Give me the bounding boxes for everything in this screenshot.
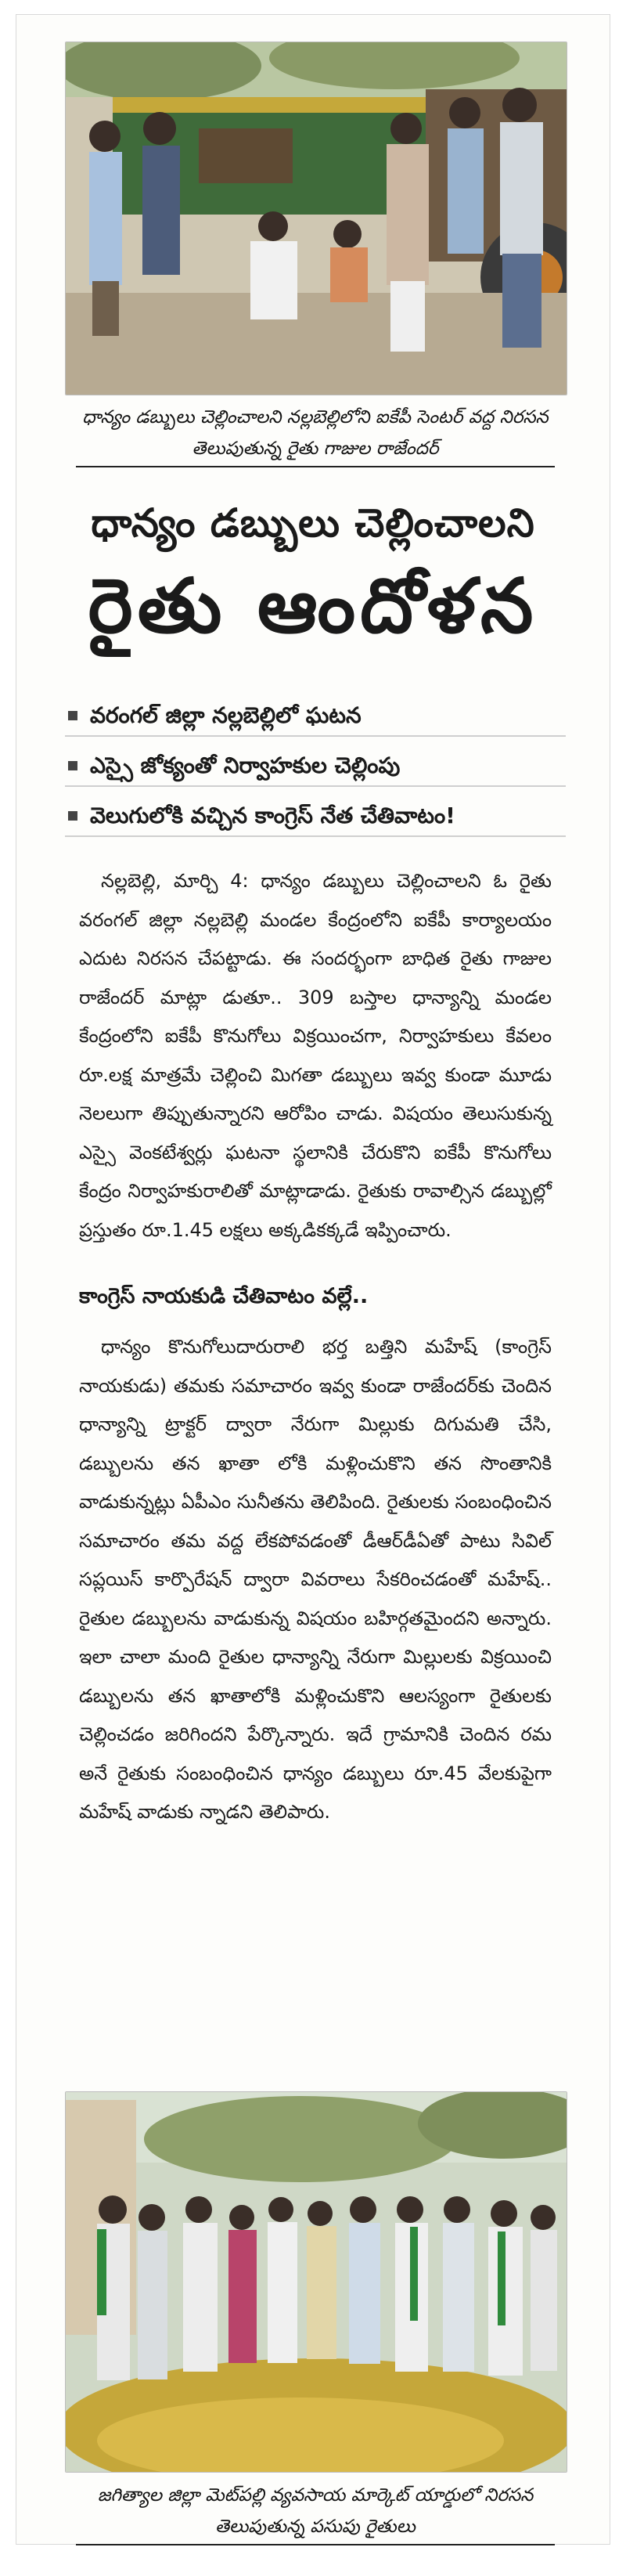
article-paragraph: ధాన్యం కొనుగోలుదారురాలి భర్త బత్తిని మహేష్ (కాంగ్రెస్ నాయకుడు) తమకు సమాచారం ఇవ్వ కుండా రాజేందర్‌కు చెందిన ధాన్యాన్ని ట్రాక్టర్ ద్వారా నేరుగా మిల్లుకు దిగుమతి చేసి, డబ్బులను తన ఖాతా లోకి మళ్లించుకొని తన సొంతానికి వాడుకున్నట్లు ఏపీఎం సునీతను తెలిపింది. రైతులకు సంబంధించిన సమాచారం తమ వద్ద లేకపోవడంతో డీఆర్‌డీఏతో పాటు సివిల్ సప్లయిస్ కార్పొరేషన్ ద్వారా వివరాలు సేకరించడంతో మహేష్.. రైతుల డబ్బులను వాడుకున్న విషయం బహిర్గతమైందని అన్నారు. ఇలా చాలా మంది రైతుల ధాన్యాన్ని నేరుగా మిల్లులకు విక్రయించి డబ్బులను తన ఖాతాలోకి మళ్లించుకొని ఆలస్యంగా రైతులకు చెల్లించడం జరిగిందని పేర్కొన్నారు. ఇదే గ్రామానికి చెందిన రమ అనే రైతుకు సంబంధించిన ధాన్యం డబ్బులు రూ.45 వేలకుపైగా మహేష్ వాడుకు న్నాడని తెలిపారు. (79, 1336, 552, 1823)
bullet-item (65, 698, 566, 737)
newspaper-clipping (16, 14, 610, 2545)
article-paragraph: నల్లబెల్లి, మార్చి 4: ధాన్యం డబ్బులు చెల్లించాలని ఓ రైతు వరంగల్ జిల్లా నల్లబెల్లి మండల కేంద్రంలోని ఐకేపీ కార్యాలయం ఎదుట నిరసన చేపట్టాడు. ఈ సందర్భంగా బాధిత రైతు గాజుల రాజేందర్ మాట్లా డుతూ.. 309 బస్తాల ధాన్యాన్ని మండల కేంద్రంలోని ఐకేపీ కొనుగోలు విక్రయించగా, నిర్వాహకులు కేవలం రూ.లక్ష మాత్రమే చెల్లించి మిగతా డబ్బులు ఇవ్వ కుండా మూడు నెలలుగా తిప్పుతున్నారని ఆరోపిం చాడు. విషయం తెలుసుకున్న ఎస్సై వెంకటేశ్వర్లు ఘటనా స్థలానికి చేరుకొని ఐకేపీ కొనుగోలు కేంద్రం నిర్వాహకురాలితో మాట్లాడాడు. రైతుకు రావాల్సిన డబ్బుల్లో ప్రస్తుతం రూ.1.45 లక్షలు అక్కడికక్కడే ఇప్పించారు. (79, 870, 552, 1241)
headline-kicker: ధాన్యం డబ్బులు చెల్లించాలని (91, 500, 535, 546)
bottom-photo-caption: జగిత్యాల జిల్లా మెట్‌పల్లి వ్యవసాయ మార్కెట్ యార్డులో నిరసన తెలుపుతున్న పసుపు రైతులు (63, 2480, 567, 2545)
farmers-protest-photo (66, 42, 567, 395)
bullet-square-icon (68, 711, 77, 720)
turmeric-farmers-photo (66, 2092, 567, 2472)
bullet-square-icon (68, 761, 77, 770)
bullet-item (65, 798, 566, 837)
bullet-square-icon (68, 811, 77, 821)
highlight-bullets (65, 698, 566, 848)
bullet-text: వెలుగులోకి వచ్చిన కాంగ్రెస్ నేత చేతివాటం! (90, 803, 455, 828)
headline: రైతు ఆందోళన (88, 562, 538, 650)
bullet-item (65, 748, 566, 787)
article-subhead: కాంగ్రెస్ నాయకుడి చేతివాటం వల్లే.. (79, 1284, 369, 1308)
top-photo (65, 41, 567, 395)
bullet-text: ఎస్సై జోక్యంతో నిర్వాహకుల చెల్లింపు (90, 752, 401, 778)
top-photo-caption: ధాన్యం డబ్బులు చెల్లించాలని నల్లబెల్లిలోని ఐకేపీ సెంటర్ వద్ద నిరసన తెలుపుతున్న రైతు గాజుల రాజేందర్ (63, 402, 567, 467)
bottom-photo (65, 2091, 567, 2473)
article-body (79, 862, 552, 1832)
bullet-text: వరంగల్ జిల్లా నల్లబెల్లిలో ఘటన (90, 702, 362, 728)
